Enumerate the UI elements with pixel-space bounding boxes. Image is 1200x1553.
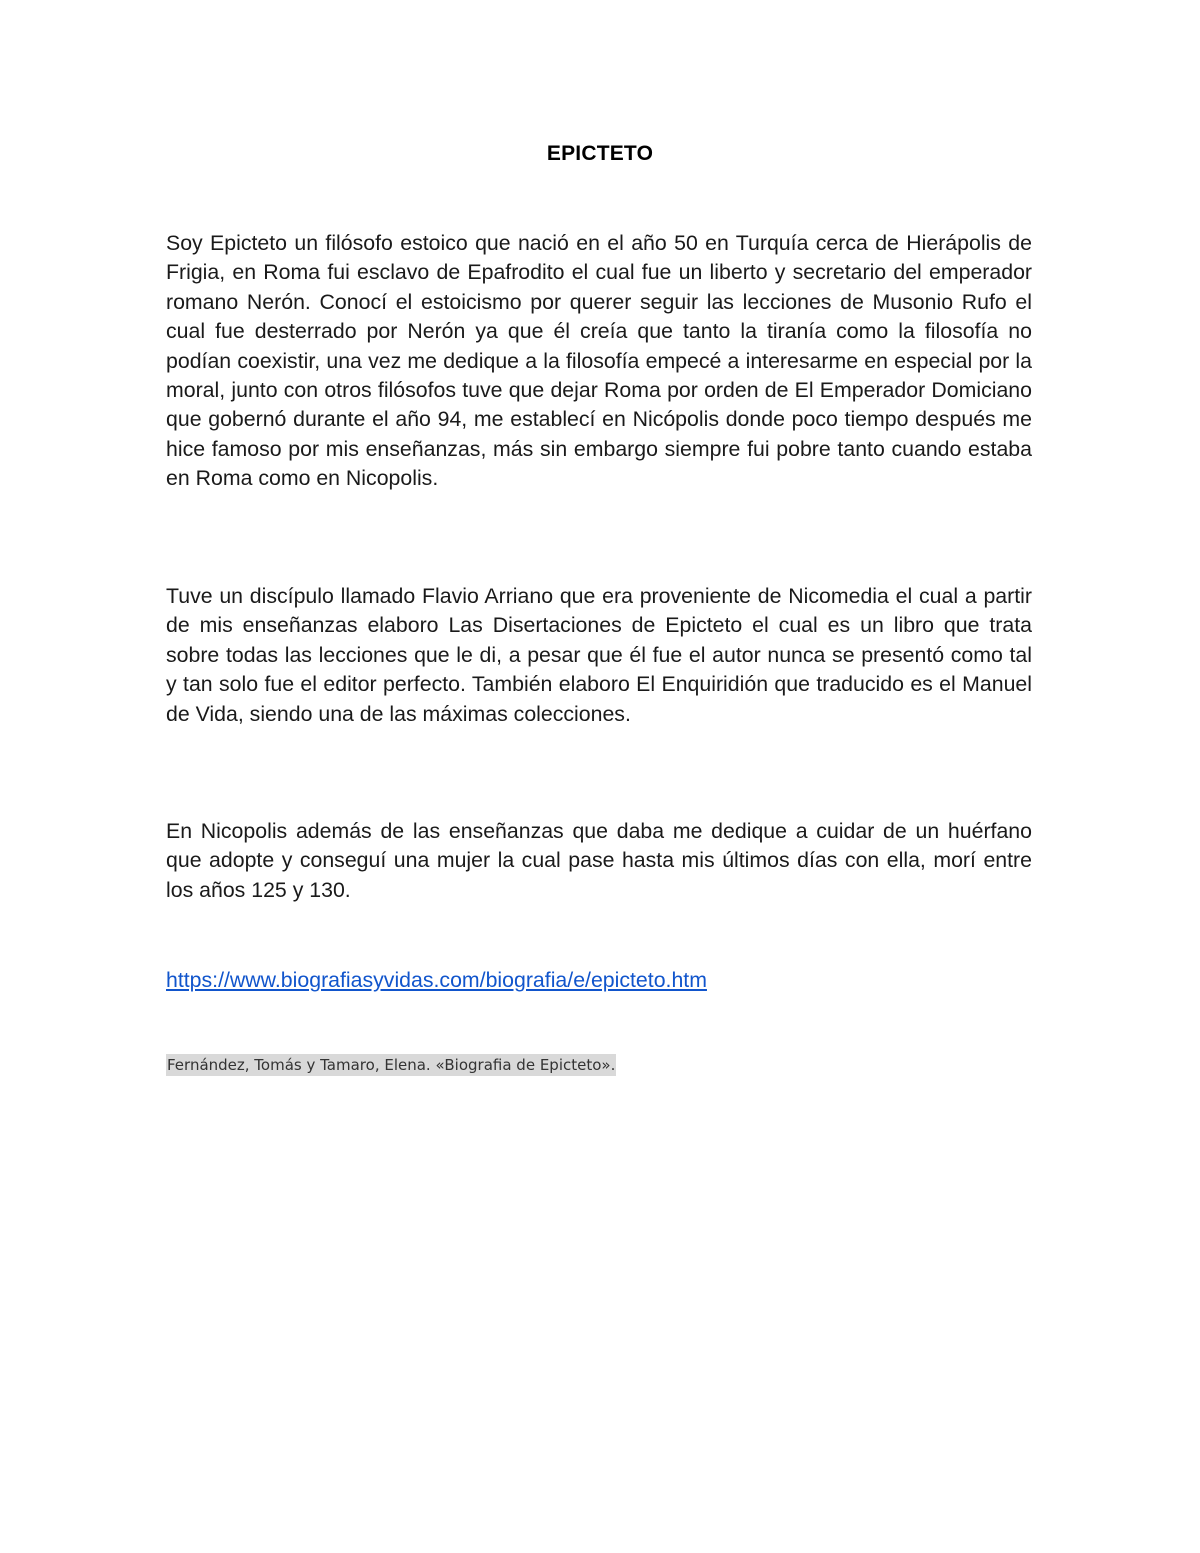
paragraph-disciple: Tuve un discípulo llamado Flavio Arriano que era proveniente de Nicomedia el cual a partir de mis enseñanzas elaboro Las Disertaciones de Epicteto el cual es un libro que trata sobre todas las lecciones que le di, a pesar que él fue el autor nunca se presentó como tal y tan solo fue el editor perfecto. También elaboro El Enquiridión que traducido es el Manuel de Vida, siendo una de las máximas colecciones. [166,584,1032,726]
paragraph-biography: Soy Epicteto un filósofo estoico que nació en el año 50 en Turquía cerca de Hierápolis de Frigia, en Roma fui esclavo de Epafrodito el cual fue un liberto y secretario del emperador romano Nerón. Conocí el estoicismo por querer seguir las lecciones de Musonio Rufo el cual fue desterrado por Nerón ya que él creía que tanto la tiranía como la filosofía no podían coexistir, una vez me dedique a la filosofía empecé a interesarme en especial por la moral, junto con otros filósofos tuve que dejar Roma por orden de El Emperador Domiciano que gobernó durante el año 94, me establecí en Nicópolis donde poco tiempo después me hice famoso por mis enseñanzas, más sin embargo siempre fui pobre tanto cuando estaba en Roma como en Nicopolis. [166,231,1032,491]
document-title: EPICTETO [546,142,654,165]
paragraph-later-life: En Nicopolis además de las enseñanzas que daba me dedique a cuidar de un huérfano que adopte y conseguí una mujer la cual pase hasta mis últimos días con ella, morí entre los años 125 y 130. [166,819,1032,902]
citation-text: Fernández, Tomás y Tamaro, Elena. «Biografia de Epicteto». [167,1056,616,1074]
source-link[interactable]: https://www.biografiasyvidas.com/biografia/e/epicteto.htm [166,968,707,992]
